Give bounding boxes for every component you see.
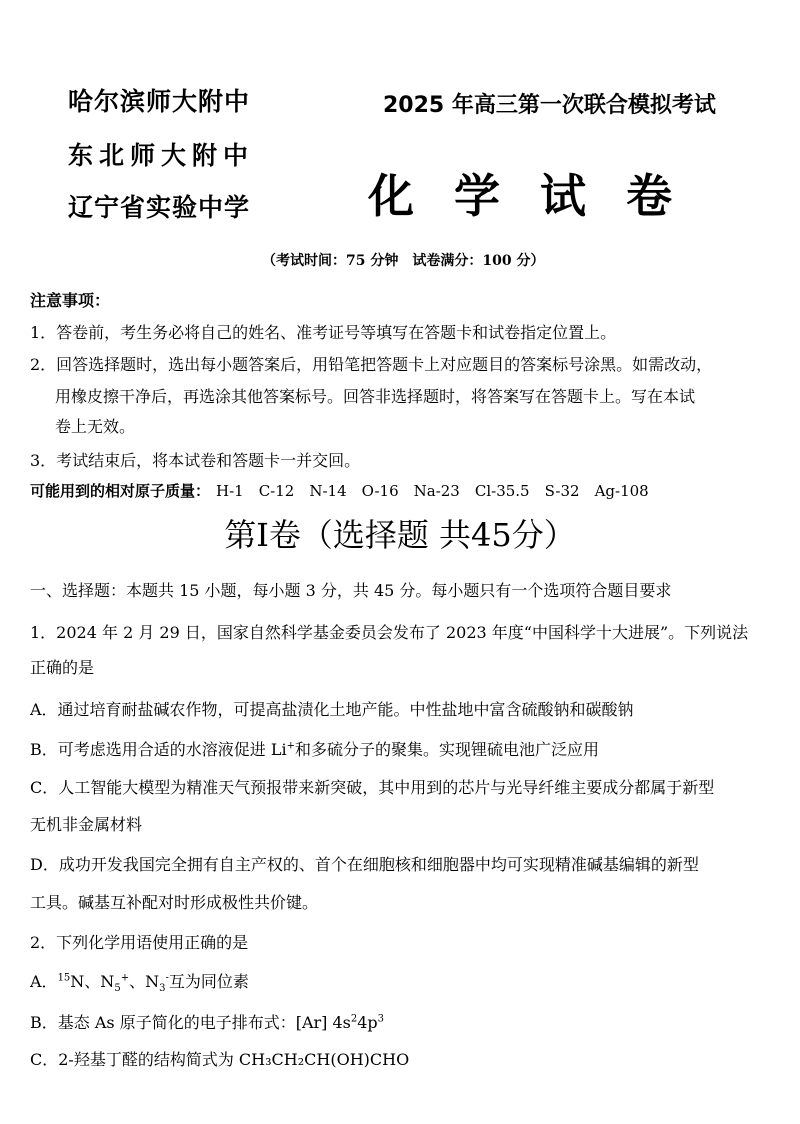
q2-option-c: C．2-羟基丁醛的结构简式为 CH₃CH₂CH(OH)CHO — [30, 1050, 410, 1069]
q2-option-a-n3-symbol: 、N — [129, 972, 160, 991]
q1-option-c-line-2: 无机非金属材料 — [30, 815, 143, 834]
exam-name: 2025 年高三第一次联合模拟考试 — [383, 93, 716, 118]
school-name-liaoning: 辽宁省实验中学 — [68, 193, 251, 222]
q2-option-a-n3-charge: - — [165, 972, 169, 984]
q1-stem-line-1: 1．2024 年 2 月 29 日，国家自然科学基金委员会发布了 2023 年度“中国科学十大进展”。下列说法 — [30, 623, 749, 642]
q2-option-b-s-superscript: 2 — [350, 1013, 358, 1025]
atomic-masses — [30, 480, 649, 501]
q2-option-a-suffix: 互为同位素 — [168, 972, 249, 991]
q2-option-a-n5-subscript: 5 — [114, 983, 121, 995]
notice-item-2-line-3: 卷上无效。 — [55, 417, 136, 436]
school-name-harbin: 哈尔滨师大附中 — [68, 87, 251, 116]
subject-title: 化学试卷 — [368, 169, 712, 223]
q2-stem: 2．下列化学用语使用正确的是 — [30, 933, 249, 952]
atomic-masses-label: 可能用到的相对原子质量： — [30, 482, 211, 500]
notice-item-2-line-1: 2．回答选择题时，选出每小题答案后，用铅笔把答题卡上对应题目的答案标号涂黑。如需改动， — [30, 355, 713, 374]
atomic-masses-values: H-1 C-12 N-14 O-16 Na-23 Cl-35.5 S-32 Ag-108 — [216, 482, 649, 500]
q2-option-b-text-pre: B．基态 As 原子简化的电子排布式：[Ar] 4s — [30, 1013, 351, 1032]
q2-option-a-n3-subscript: 3 — [159, 983, 166, 995]
notice-item-3: 3．考试结束后，将本试卷和答题卡一并交回。 — [30, 451, 361, 470]
q2-option-b — [30, 1010, 384, 1033]
q1-option-d-line-2: 工具。碱基互补配对时形成极性共价键。 — [30, 893, 319, 912]
q2-option-b-text-mid: 4p — [357, 1013, 378, 1032]
q1-option-d-line-1: D．成功开发我国完全拥有自主产权的、首个在细胞核和细胞器中均可实现精准碱基编辑的新型 — [30, 855, 699, 874]
notice-item-1: 1．答卷前，考生务必将自己的姓名、准考证号等填写在答题卡和试卷指定位置上。 — [30, 323, 617, 342]
q2-option-a-prefix: A． — [30, 972, 58, 991]
q2-option-a-n-symbols: N、N — [70, 972, 115, 991]
section-instruction: 一、选择题：本题共 15 小题，每小题 3 分，共 45 分。每小题只有一个选项符合题目要求 — [30, 581, 672, 600]
q1-stem-line-2: 正确的是 — [30, 658, 95, 677]
notice-title: 注意事项： — [30, 291, 111, 310]
q2-option-a-n5-charge: + — [120, 972, 130, 984]
exam-info: （考试时间：75 分钟 试卷满分：100 分） — [262, 253, 545, 269]
school-name-northeast: 东北师大附中 — [68, 141, 255, 170]
q1-option-b-text-pre: B．可考虑选用合适的水溶液促进 Li — [30, 740, 287, 759]
q1-option-a: A．通过培育耐盐碱农作物，可提高盐渍化土地产能。中性盐地中富含硫酸钠和碳酸钠 — [30, 700, 634, 719]
q1-option-b — [30, 737, 599, 760]
q1-option-b-superscript: + — [286, 740, 295, 752]
q1-option-c-line-1: C．人工智能大模型为精准天气预报带来新突破，其中用到的芯片与光导纤维主要成分都属于新型 — [30, 778, 715, 797]
q2-option-a-mass-number: 15 — [57, 972, 71, 984]
q1-option-b-text-post: 和多硫分子的聚集。实现锂硫电池广泛应用 — [294, 740, 599, 759]
q2-option-b-p-superscript: 3 — [377, 1013, 385, 1025]
q2-option-a — [30, 969, 249, 995]
notice-item-2-line-2: 用橡皮擦干净后，再选涂其他答案标号。回答非选择题时，将答案写在答题卡上。写在本试 — [55, 387, 696, 406]
section-title: 第Ⅰ卷（选择题 共45分） — [224, 516, 576, 554]
